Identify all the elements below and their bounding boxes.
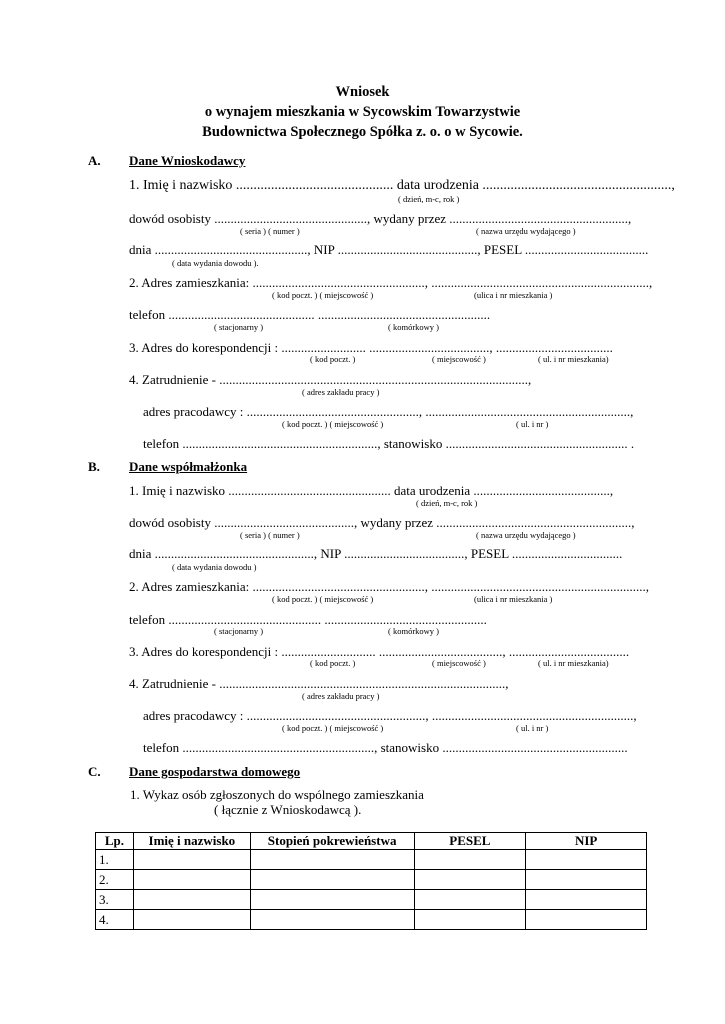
b-id-field[interactable]: dowód osobisty ..........................................., wydany przez ............................................................, xyxy=(129,515,635,530)
a-employment-field[interactable]: 4. Zatrudnienie - ..............................................................................................., xyxy=(129,372,532,387)
document-title xyxy=(0,82,725,142)
b-phone-sub-1: ( stacjonarny ) xyxy=(214,626,264,636)
cell-pesel[interactable] xyxy=(414,870,526,890)
a-name-sub: ( dzień, m-c, rok ) xyxy=(398,194,460,204)
cell-relation[interactable] xyxy=(250,910,414,930)
a-corr-sub-2: ( miejscowość ) xyxy=(432,354,486,364)
a-phone-position-field[interactable]: telefon ............................................................, stanowisko ........................................................ . xyxy=(143,436,635,451)
section-b-letter: B. xyxy=(88,459,100,474)
a-corr-sub-1: ( kod poczt. ) xyxy=(310,354,356,364)
a-id-sub-2: ( nazwa urzędu wydającego ) xyxy=(476,226,576,236)
cell-name[interactable] xyxy=(133,870,250,890)
c-item-1-line-2: ( łącznie z Wnioskodawcą ). xyxy=(214,802,362,817)
c-item-1-line-1: 1. Wykaz osób zgłoszonych do wspólnego zamieszkania xyxy=(130,787,424,802)
a-address-field[interactable]: 2. Adres zamieszkania: ....................................................., ..................................................................., xyxy=(129,275,653,290)
title-line-1: Wniosek xyxy=(335,84,390,100)
col-header-name: Imię i nazwisko xyxy=(133,833,250,850)
b-employer-sub-1: ( kod poczt. ) ( miejscowość ) xyxy=(282,723,384,733)
b-corr-sub-1: ( kod poczt. ) xyxy=(310,658,356,668)
b-employment-sub: ( adres zakładu pracy ) xyxy=(302,691,380,701)
table-header-row xyxy=(96,833,647,850)
col-header-pesel: PESEL xyxy=(414,833,526,850)
b-correspondence-field[interactable]: 3. Adres do korespondencji : ............................. ......................................, ..................................... xyxy=(129,644,630,659)
table-row xyxy=(96,910,647,930)
b-phone-field[interactable]: telefon ............................................... .................................................. xyxy=(129,612,487,627)
cell-name[interactable] xyxy=(133,890,250,910)
b-employment-field[interactable]: 4. Zatrudnienie - ........................................................................................, xyxy=(129,676,509,691)
cell-name[interactable] xyxy=(133,850,250,870)
row-number: 2. xyxy=(96,870,134,890)
b-address-sub-1: ( kod poczt. ) ( miejscowość ) xyxy=(272,594,374,604)
a-phone-sub-2: ( komórkowy ) xyxy=(388,322,439,332)
title-line-3: Budownictwa Społecznego Spółka z. o. o w Sycowie. xyxy=(202,124,523,140)
a-address-sub-2: (ulica i nr mieszkania ) xyxy=(474,290,553,300)
a-name-field[interactable]: 1. Imię i nazwisko ............................................. data urodzenia ......................................................, xyxy=(129,178,675,193)
cell-nip[interactable] xyxy=(526,910,647,930)
a-employer-sub-1: ( kod poczt. ) ( miejscowość ) xyxy=(282,419,384,429)
a-employer-sub-2: ( ul. i nr ) xyxy=(516,419,549,429)
a-corr-sub-3: ( ul. i nr mieszkania) xyxy=(538,354,609,364)
b-date-field[interactable]: dnia ................................................., NIP ....................................., PESEL .................................. xyxy=(129,546,623,561)
b-date-sub: ( data wydania dowodu ) xyxy=(172,562,257,572)
a-id-sub-1: ( seria ) ( numer ) xyxy=(240,226,300,236)
a-phone-sub-1: ( stacjonarny ) xyxy=(214,322,264,332)
b-address-field[interactable]: 2. Adres zamieszkania: ....................................................., .................................................................., xyxy=(129,579,649,594)
a-phone-field[interactable]: telefon ............................................. ..................................................... xyxy=(129,307,491,322)
section-a-heading: Dane Wnioskodawcy xyxy=(129,153,246,168)
section-a-letter: A. xyxy=(88,153,101,168)
b-employer-sub-2: ( ul. i nr ) xyxy=(516,723,549,733)
cell-nip[interactable] xyxy=(526,870,647,890)
cell-pesel[interactable] xyxy=(414,890,526,910)
a-correspondence-field[interactable]: 3. Adres do korespondencji : .......................... ....................................., .................................... xyxy=(129,340,613,355)
a-address-sub-1: ( kod poczt. ) ( miejscowość ) xyxy=(272,290,374,300)
cell-pesel[interactable] xyxy=(414,850,526,870)
col-header-nip: NIP xyxy=(526,833,647,850)
a-id-field[interactable]: dowód osobisty ..............................................., wydany przez ......................................................., xyxy=(129,211,632,226)
a-date-sub: ( data wydania dowodu ). xyxy=(172,258,259,268)
cell-pesel[interactable] xyxy=(414,910,526,930)
table-row xyxy=(96,870,647,890)
cell-relation[interactable] xyxy=(250,870,414,890)
b-employer-field[interactable]: adres pracodawcy : ......................................................., .............................................................., xyxy=(143,708,637,723)
b-id-sub-2: ( nazwa urzędu wydającego ) xyxy=(476,530,576,540)
b-phone-position-field[interactable]: telefon ..........................................................., stanowisko ......................................................... xyxy=(143,740,628,755)
cell-relation[interactable] xyxy=(250,850,414,870)
row-number: 1. xyxy=(96,850,134,870)
title-line-2: o wynajem mieszkania w Sycowskim Towarzystwie xyxy=(204,104,521,120)
b-corr-sub-2: ( miejscowość ) xyxy=(432,658,486,668)
cell-nip[interactable] xyxy=(526,850,647,870)
a-employer-field[interactable]: adres pracodawcy : ....................................................., ..............................................................., xyxy=(143,404,634,419)
b-name-field[interactable]: 1. Imię i nazwisko .................................................. data urodzenia .........................................., xyxy=(129,483,614,498)
table-row xyxy=(96,850,647,870)
a-employment-sub: ( adres zakładu pracy ) xyxy=(302,387,380,397)
cell-relation[interactable] xyxy=(250,890,414,910)
b-id-sub-1: ( seria ) ( numer ) xyxy=(240,530,300,540)
cell-name[interactable] xyxy=(133,910,250,930)
col-header-lp: Lp. xyxy=(96,833,134,850)
cell-nip[interactable] xyxy=(526,890,647,910)
col-header-relation: Stopień pokrewieństwa xyxy=(250,833,414,850)
section-c-heading: Dane gospodarstwa domowego xyxy=(129,764,301,779)
section-b-heading: Dane współmałżonka xyxy=(129,459,248,474)
row-number: 3. xyxy=(96,890,134,910)
row-number: 4. xyxy=(96,910,134,930)
table-row xyxy=(96,890,647,910)
b-phone-sub-2: ( komórkowy ) xyxy=(388,626,439,636)
b-address-sub-2: (ulica i nr mieszkania ) xyxy=(474,594,553,604)
b-corr-sub-3: ( ul. i nr mieszkania) xyxy=(538,658,609,668)
a-date-field[interactable]: dnia ..............................................., NIP ..........................................., PESEL ...................................... xyxy=(129,242,649,257)
section-c-letter: C. xyxy=(88,764,101,779)
household-members-table xyxy=(95,832,647,930)
b-name-sub: ( dzień, m-c, rok ) xyxy=(416,498,478,508)
